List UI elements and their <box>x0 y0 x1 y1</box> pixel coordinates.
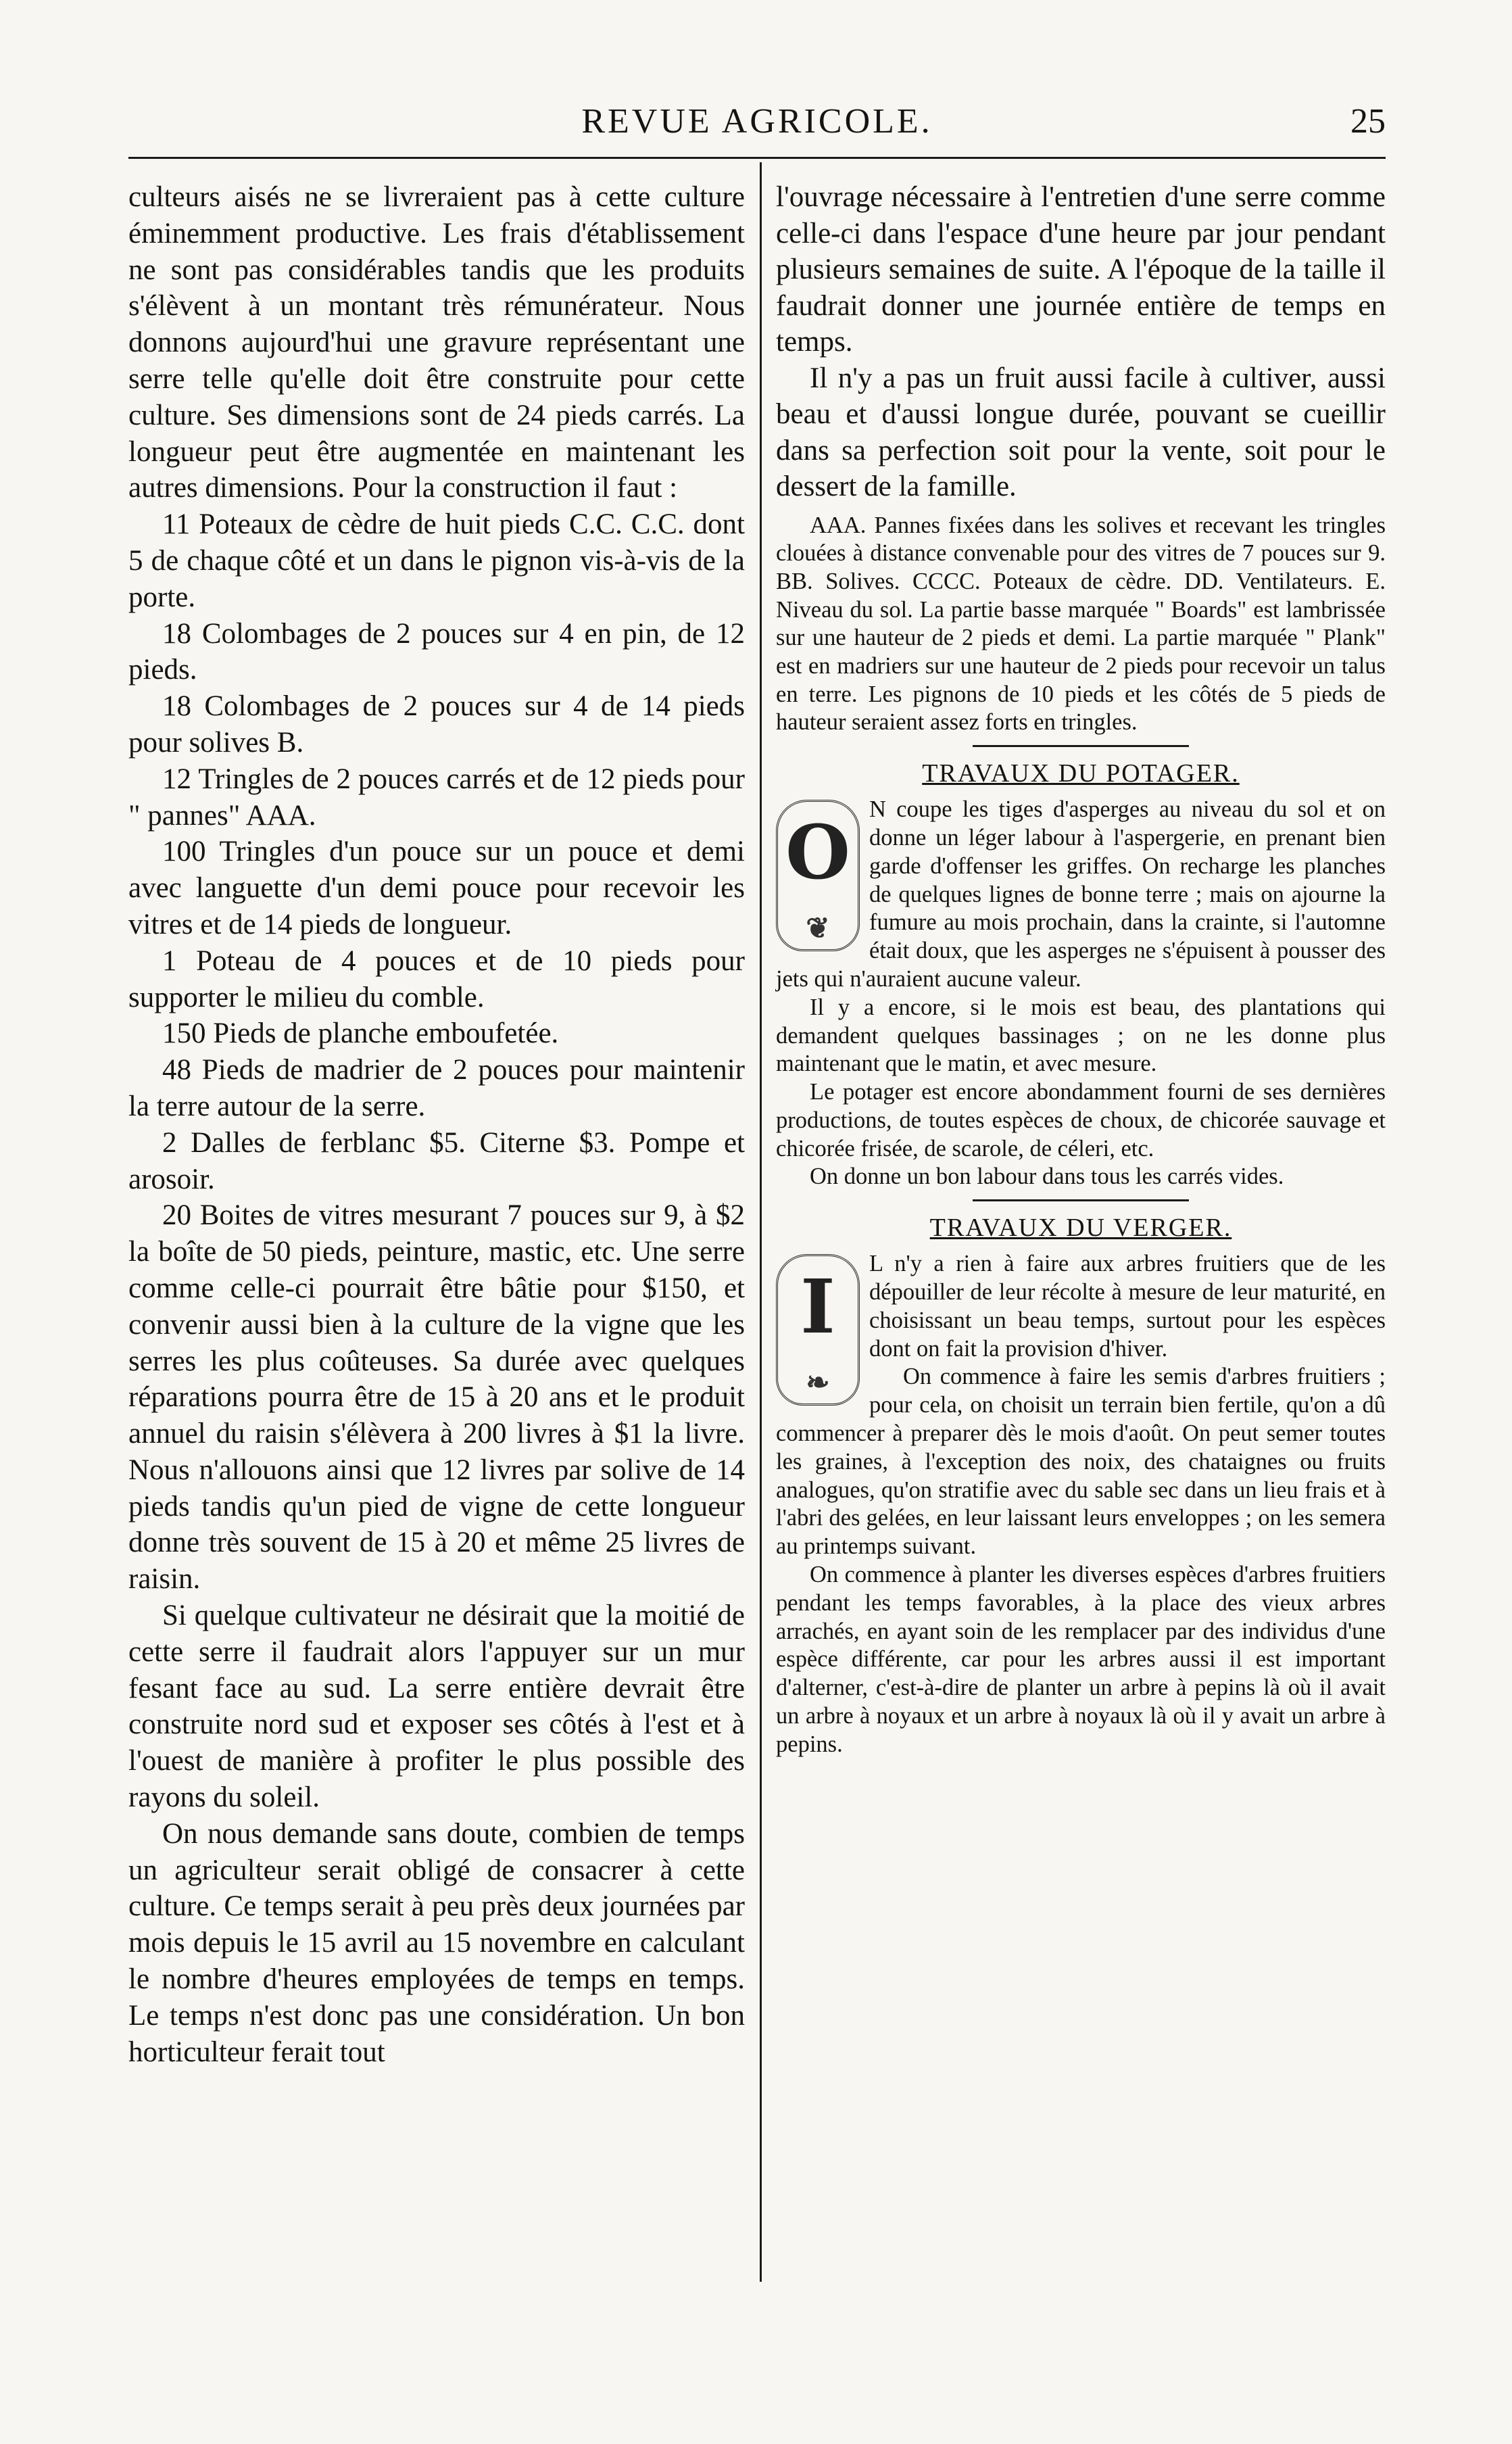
paragraph: Le potager est encore abondamment fourni de ses dernières productions, de toutes espèces de choux, de chicorée sauvage et chicorée frisée, de scarole, de céleri, etc. <box>776 1079 1386 1161</box>
materials-item: 18 Colombages de 2 pouces sur 4 en pin, de 12 pieds. <box>128 617 745 686</box>
flourish-icon: ❧ <box>806 1366 830 1399</box>
ornamental-dropcap <box>776 800 860 951</box>
section-separator <box>973 745 1189 747</box>
figure-caption: AAA. Pannes fixées dans les solives et recevant les tringles clouées à distance convenable pour des vitres de 7 pouces sur 9. BB. Solives. CCCC. Poteaux de cèdre. DD. Ventilateurs. E. Niveau du sol. La partie basse marquée " Boards" est lambrissée sur une hauteur de 2 pieds et demi. La partie marquée " Plank" est en madriers sur une hauteur de 2 pieds pour recevoir un talus en terre. Les pignons de 10 pieds et les côtés de 5 pieds de hauteur seraient assez forts en tringles. <box>776 512 1386 736</box>
paragraph: On donne un bon labour dans tous les carrés vides. <box>810 1164 1284 1190</box>
dropcap-letter: I <box>800 1263 835 1351</box>
dropcap-letter: O <box>785 809 850 896</box>
verger-section <box>776 1250 1386 1758</box>
flourish-icon: ❦ <box>806 911 830 945</box>
paragraph: l'ouvrage nécessaire à l'entretien d'une serre comme celle-ci dans l'espace d'une heure par jour pendant plusieurs semaines de suite. A l'époque de la taille il faudrait donner une journée entière de temps en temps. <box>776 181 1386 358</box>
paragraph: L n'y a rien à faire aux arbres fruitiers que de les dépouiller de leur récolte à mesure de leur maturité, en choisissant un beau temps, surtout pour les espèces dont on fait la provision d'hiver. <box>869 1251 1386 1362</box>
column-divider <box>760 162 762 2282</box>
materials-item: 12 Tringles de 2 pouces carrés et de 12 pieds pour " pannes" AAA. <box>128 763 745 832</box>
materials-item: 2 Dalles de ferblanc $5. Citerne $3. Pompe et arosoir. <box>128 1126 745 1195</box>
paragraph: Il y a encore, si le mois est beau, des plantations qui demandent quelques bassinages ; on ne les donne plus maintenant que le matin, et avec mesure. <box>776 994 1386 1077</box>
paragraph: N coupe les tiges d'asperges au niveau du sol et on donne un léger labour à l'aspergerie, en prenant bien garde d'offenser les griffes. On recharge les planches de quelques lignes de bonne terre ; mais on ajourne la fumure au mois prochain, dans la crainte, si l'automne était doux, que les asperges ne s'épuisent à pousser des jets qui n'auraient aucune valeur. <box>776 796 1386 992</box>
page-number: 25 <box>1350 102 1386 141</box>
right-column <box>776 179 1386 1759</box>
materials-item: 18 Colombages de 2 pouces sur 4 de 14 pieds pour solives B. <box>128 690 745 759</box>
materials-item: 11 Poteaux de cèdre de huit pieds C.C. C.C. dont 5 de chaque côté et un dans le pignon vis-à-vis de la porte. <box>128 508 745 613</box>
materials-item: 150 Pieds de planche emboufetée. <box>162 1017 559 1050</box>
potager-section <box>776 796 1386 1191</box>
left-column <box>128 179 745 2070</box>
paragraph: culteurs aisés ne se livreraient pas à cette culture éminemment productive. Les frais d'établissement ne sont pas considérables tandis que les produits s'élèvent à un montant très rémunérateur. Nous donnons aujourd'hui une gravure représentant une serre telle qu'elle doit être construite pour cette culture. Ses dimensions sont de 24 pieds carrés. La longueur peut être augmentée en maintenant les autres dimensions. Pour la construction il faut : <box>128 181 745 504</box>
paragraph: On nous demande sans doute, combien de temps un agriculteur serait obligé de consacrer à cette culture. Ce temps serait à peu près deux journées par mois depuis le 15 avril au 15 novembre en calculant le nombre d'heures employées de temps en temps. Le temps n'est donc pas une considération. Un bon horticulteur ferait tout <box>128 1817 745 2068</box>
ornamental-dropcap <box>776 1254 860 1406</box>
paragraph: On commence à planter les diverses espèces d'arbres fruitiers pendant les temps favorables, à la place des vieux arbres arrachés, en ayant soin de les remplacer par des individus d'une espèce différente, car pour les arbres aussi il est important d'alterner, c'est-à-dire de planter un arbre à pepins là où il avait un arbre à noyaux et un arbre à noyaux là où il y avait un arbre à pepins. <box>776 1562 1386 1757</box>
paragraph: 20 Boites de vitres mesurant 7 pouces sur 9, à $2 la boîte de 50 pieds, peinture, mastic, etc. Une serre comme celle-ci pourrait être bâtie pour $150, et convenir aussi bien à la culture de la vigne que les serres les plus coûteuses. Sa durée avec quelques réparations pourra être de 15 à 20 ans et le produit annuel du raisin s'élèvera à 200 livres à $1 la livre. Nous n'allouons ainsi que 12 livres par solive de 14 pieds tandis qu'un pied de vigne de cette longueur donne très souvent de 15 à 20 et même 25 livres de raisin. <box>128 1199 745 1596</box>
materials-item: 48 Pieds de madrier de 2 pouces pour maintenir la terre autour de la serre. <box>128 1054 745 1122</box>
header-rule <box>128 157 1386 159</box>
section-separator <box>973 1199 1189 1201</box>
materials-item: 1 Poteau de 4 pouces et de 10 pieds pour supporter le milieu du comble. <box>128 944 745 1013</box>
materials-item: 100 Tringles d'un pouce sur un pouce et demi avec languette d'un demi pouce pour recevoir les vitres et de 14 pieds de longueur. <box>128 836 745 940</box>
section-title-verger: TRAVAUX DU VERGER. <box>929 1214 1232 1243</box>
paragraph: Si quelque cultivateur ne désirait que la moitié de cette serre il faudrait alors l'appuyer sur un mur fesant face au sud. La serre entière devrait être construite nord sud et exposer ses côtés à l'est et à l'ouest de manière à profiter le plus possible des rayons du soleil. <box>128 1600 745 1814</box>
running-title: REVUE AGRICOLE. <box>581 102 933 141</box>
page-header <box>128 95 1386 149</box>
paragraph: Il n'y a pas un fruit aussi facile à cultiver, aussi beau et d'aussi longue durée, pouvant se cueillir dans sa perfection soit pour la vente, soit pour le dessert de la famille. <box>776 362 1386 502</box>
paragraph: On commence à faire les semis d'arbres fruitiers ; pour cela, on choisit un terrain bien fertile, qu'on a dû commencer à preparer dès le mois d'août. On peut semer toutes les graines, à l'exception des noix, des chataignes ou fruits analogues, qu'on stratifie avec du sable sec dans un lieu frais et à l'abri des gelées, en leur laissant leurs enveloppes ; on les semera au printemps suivant. <box>776 1364 1386 1560</box>
section-title-potager: TRAVAUX DU POTAGER. <box>922 759 1240 788</box>
